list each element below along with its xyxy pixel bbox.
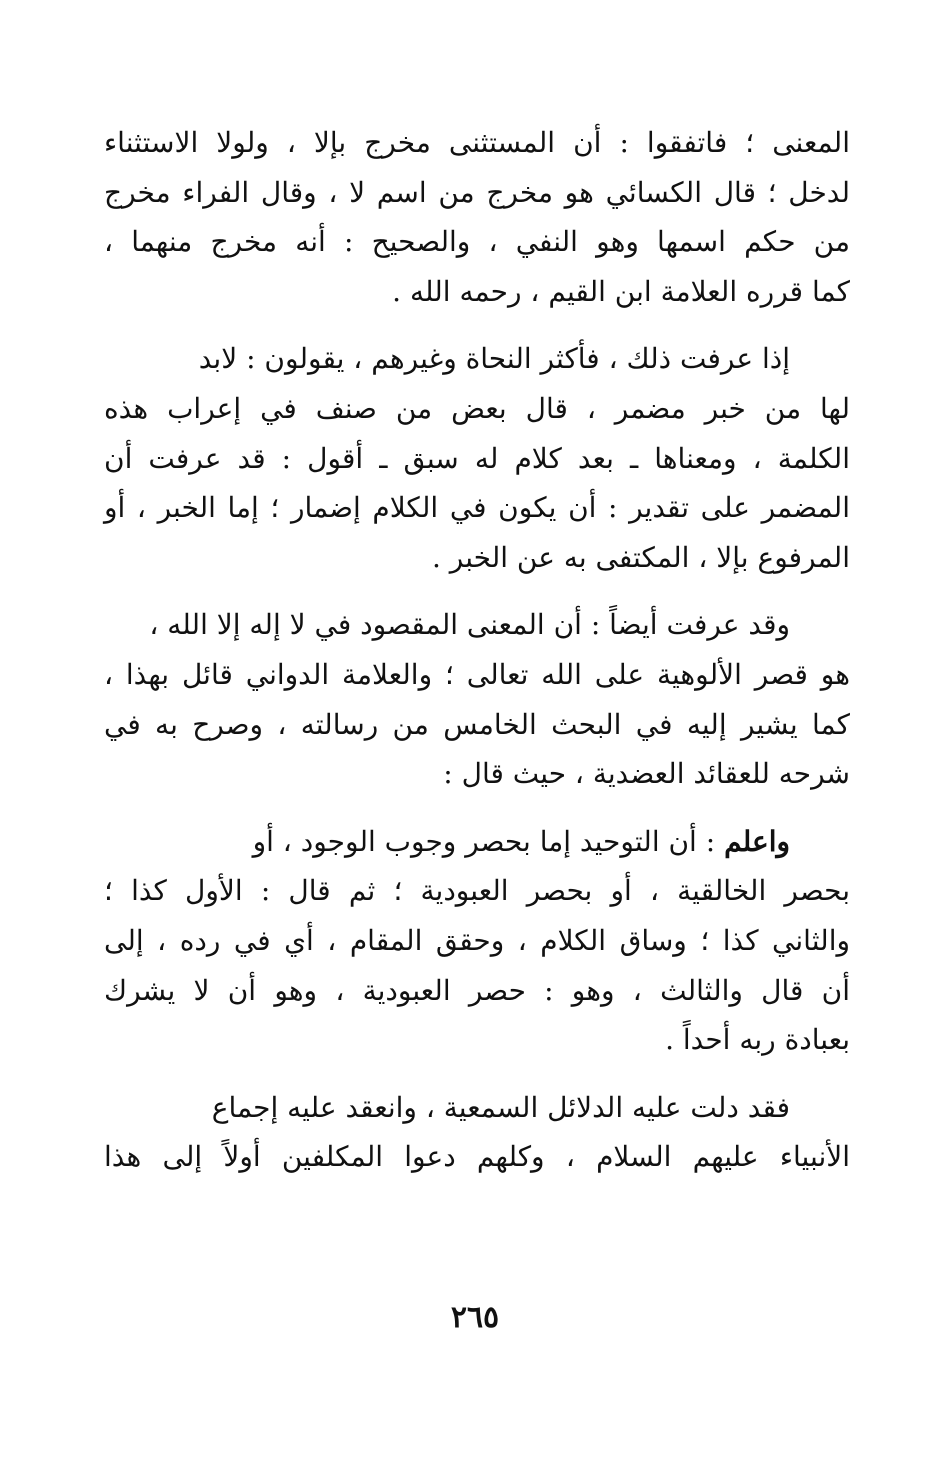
text-line-content: فقد دلت عليه الدلائل السمعية ، وانعقد عليه إجماع [211,1090,790,1124]
text-line-content: وقد عرفت أيضاً : أن المعنى المقصود في لا إله إلا الله ، [149,608,790,642]
text-line-indented [104,600,850,650]
text-line: شرحه للعقائد العضدية ، حيث قال : [443,757,850,791]
text-line: كما يشير إليه في البحث الخامس من رسالته ، وصرح به في [104,707,850,741]
page-body [104,118,850,1200]
text-line: لدخل ؛ قال الكسائي هو مخرج من اسم لا ، وقال الفراء مخرج [104,175,850,209]
page-number: ٢٦٥ [450,1300,500,1335]
paragraph-1 [104,118,850,316]
text-line: أن قال والثالث ، وهو : حصر العبودية ، وهو أن لا يشرك [104,973,850,1007]
text-line: المعنى ؛ فاتفقوا : أن المستثنى مخرج بإلا ، ولولا الاستثناء [104,126,850,159]
paragraph-3 [104,600,850,798]
text-line: المرفوع بإلا ، المكتفى به عن الخبر . [431,540,850,574]
text-line-content: : أن التوحيد إما بحصر وجوب الوجود ، أو [252,824,716,858]
text-line: لها من خبر مضمر ، قال بعض من صنف في إعراب هذه [104,391,850,425]
text-line-indented [104,334,850,384]
text-line-indented [104,817,850,867]
paragraph-2 [104,334,850,582]
text-line: بحصر الخالقية ، أو بحصر العبودية ؛ ثم قال : الأول كذا ؛ [104,874,850,908]
text-line: المضمر على تقدير : أن يكون في الكلام إضمار ؛ إما الخبر ، أو [104,491,850,525]
paragraph-4 [104,817,850,1065]
text-line: الكلمة ، ومعناها ـ بعد كلام له سبق ـ أقول : قد عرفت أن [104,441,850,475]
text-line: الأنبياء عليهم السلام ، وكلهم دعوا المكلفين أولاً إلى هذا [104,1140,850,1174]
text-line-content: إذا عرفت ذلك ، فأكثر النحاة وغيرهم ، يقولون : لابد [198,342,790,376]
text-line-indented [104,1083,850,1133]
paragraph-5 [104,1083,850,1182]
bold-lead-word: واعلم [724,824,790,858]
text-line: بعبادة ربه أحداً . [665,1023,850,1057]
text-line: والثاني كذا ؛ وساق الكلام ، وحقق المقام ، أي في رده ، إلى [104,923,850,957]
text-line: من حكم اسمها وهو النفي ، والصحيح : أنه مخرج منهما ، [104,225,850,259]
text-line: هو قصر الألوهية على الله تعالى ؛ والعلامة الدواني قائل بهذا ، [104,657,850,691]
text-line: كما قرره العلامة ابن القيم ، رحمه الله . [392,274,850,308]
